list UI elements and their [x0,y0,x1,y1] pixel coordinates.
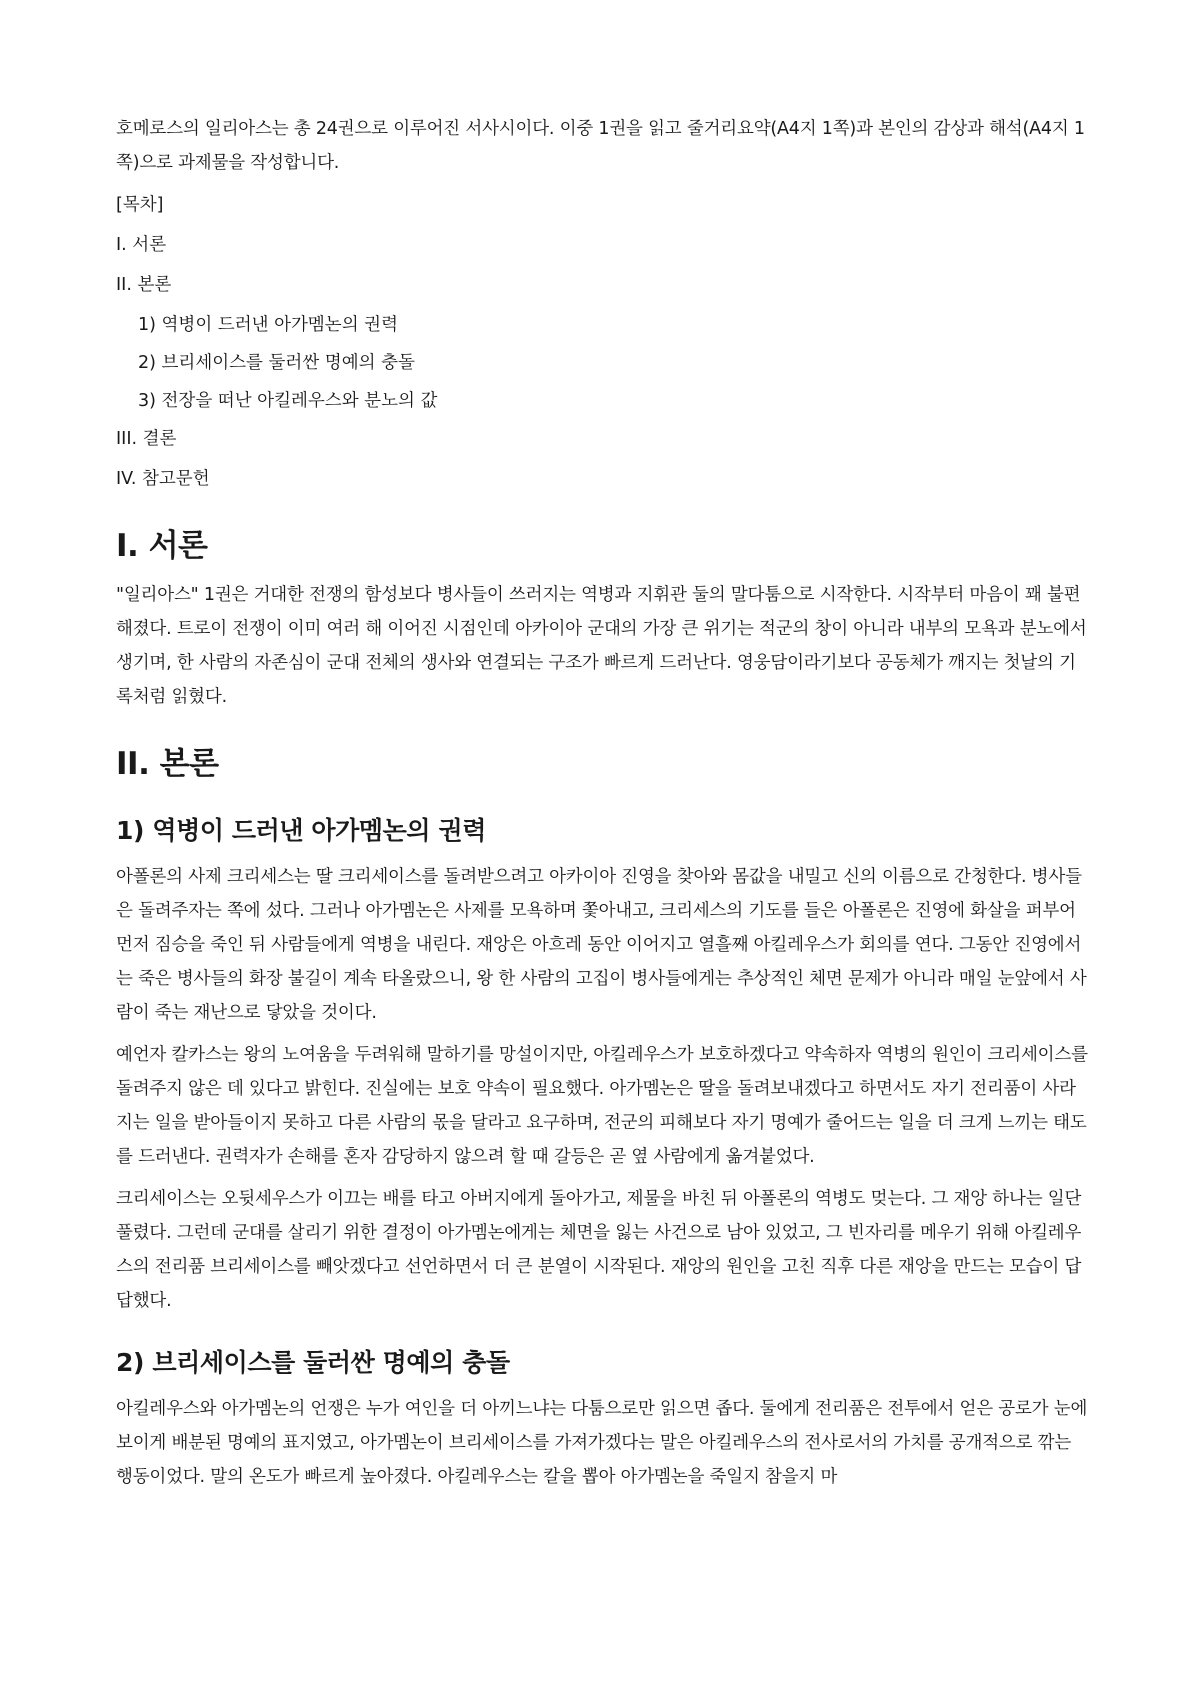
toc-heading: [목차] [116,195,164,215]
toc-subitem: 1) 역병이 드러낸 아가멤논의 권력 [138,315,398,335]
table-of-contents [116,188,1088,496]
body-paragraph: 예언자 칼카스는 왕의 노여움을 두려워해 말하기를 망설이지만, 아킬레우스가 보호하겠다고 약속하자 역병의 원인이 크리세이스를 돌려주지 않은 데 있다고 밝힌다. 진실에는 보호 약속이 필요했다. 아가멤논은 딸을 돌려보내겠다고 하면서도 자기 전리품이 사라지는 일을 받아들이지 못하고 다른 사람의 몫을 달라고 요구하며, 전군의 피해보다 자기 명예가 줄어드는 일을 더 크게 느끼는 태도를 드러낸다. 권력자가 손해를 혼자 감당하지 않으려 할 때 갈등은 곧 옆 사람에게 옮겨붙었다. [116,1045,1088,1167]
section-heading-body: II. 본론 [116,746,219,782]
section-heading-introduction: I. 서론 [116,528,208,564]
toc-subitem: 3) 전장을 떠난 아킬레우스와 분노의 값 [138,391,438,411]
toc-subitem: 2) 브리세이스를 둘러싼 명예의 충돌 [138,353,415,373]
toc-item: IV. 참고문헌 [116,469,210,489]
body-paragraph: 아폴론의 사제 크리세스는 딸 크리세이스를 돌려받으려고 아카이아 진영을 찾아와 몸값을 내밀고 신의 이름으로 간청한다. 병사들은 돌려주자는 쪽에 섰다. 그러나 아가멤논은 사제를 모욕하며 쫓아내고, 크리세스의 기도를 들은 아폴론은 진영에 화살을 퍼부어 먼저 짐승을 죽인 뒤 사람들에게 역병을 내린다. 재앙은 아흐레 동안 이어지고 열흘째 아킬레우스가 회의를 연다. 그동안 진영에서는 죽은 병사들의 화장 불길이 계속 타올랐으니, 왕 한 사람의 고집이 병사들에게는 추상적인 체면 문제가 아니라 매일 눈앞에서 사람이 죽는 재난으로 닿았을 것이다. [116,867,1087,1023]
body-paragraph: 아킬레우스와 아가멤논의 언쟁은 누가 여인을 더 아끼느냐는 다툼으로만 읽으면 좁다. 둘에게 전리품은 전투에서 얻은 공로가 눈에 보이게 배분된 명예의 표지였고, 아가멤논이 브리세이스를 가져가겠다는 말은 아킬레우스의 전사로서의 가치를 공개적으로 깎는 행동이었다. 말의 온도가 빠르게 높아졌다. 아킬레우스는 칼을 뽑아 아가멤논을 죽일지 참을지 마 [116,1399,1088,1487]
introduction-paragraph: "일리아스" 1권은 거대한 전쟁의 함성보다 병사들이 쓰러지는 역병과 지휘관 둘의 말다툼으로 시작한다. 시작부터 마음이 꽤 불편해졌다. 트로이 전쟁이 이미 여러 해 이어진 시점인데 아카이아 군대의 가장 큰 위기는 적군의 창이 아니라 내부의 모욕과 분노에서 생기며, 한 사람의 자존심이 군대 전체의 생사와 연결되는 구조가 빠르게 드러난다. 영웅담이라기보다 공동체가 깨지는 첫날의 기록처럼 읽혔다. [116,585,1087,707]
subsection-heading-briseis: 2) 브리세이스를 둘러싼 명예의 충돌 [116,1348,510,1377]
toc-item: III. 결론 [116,429,177,449]
toc-item: I. 서론 [116,235,167,255]
subsection-heading-plague: 1) 역병이 드러낸 아가멤논의 권력 [116,816,486,845]
intro-paragraph: 호메로스의 일리아스는 총 24권으로 이루어진 서사시이다. 이중 1권을 읽고 줄거리요약(A4지 1쪽)과 본인의 감상과 해석(A4지 1쪽)으로 과제물을 작성합니다. [116,119,1085,173]
body-paragraph: 크리세이스는 오뒷세우스가 이끄는 배를 타고 아버지에게 돌아가고, 제물을 바친 뒤 아폴론의 역병도 멎는다. 그 재앙 하나는 일단 풀렸다. 그런데 군대를 살리기 위한 결정이 아가멤논에게는 체면을 잃는 사건으로 남아 있었고, 그 빈자리를 메우기 위해 아킬레우스의 전리품 브리세이스를 빼앗겠다고 선언하면서 더 큰 분열이 시작된다. 재앙의 원인을 고친 직후 다른 재앙을 만드는 모습이 답답했다. [116,1189,1082,1311]
toc-item: II. 본론 [116,275,172,295]
